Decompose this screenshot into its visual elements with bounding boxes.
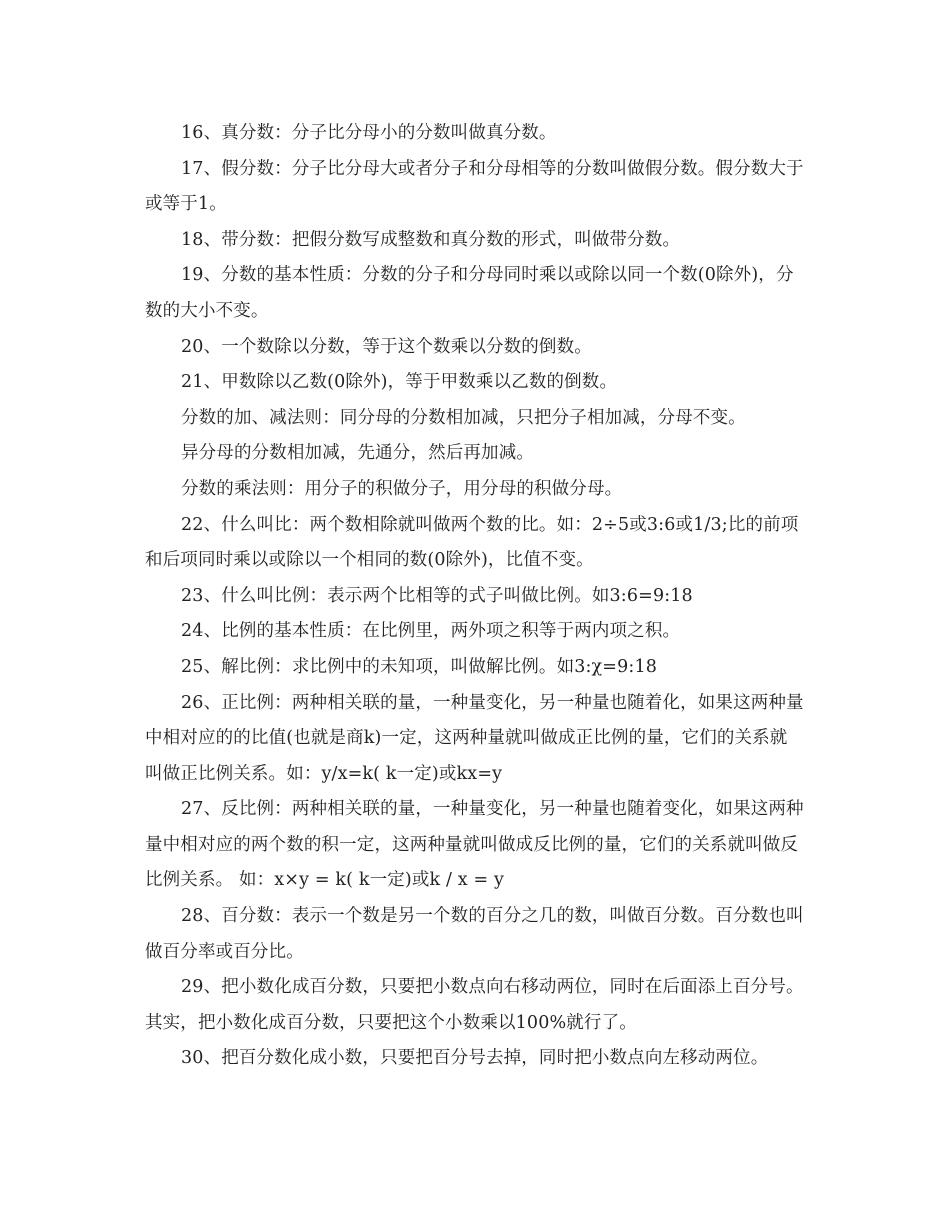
- paragraph-21-divide-numbers: 21、甲数除以乙数(0除外)，等于甲数乘以乙数的倒数。: [181, 372, 618, 393]
- paragraph-24-proportion-property: 24、比例的基本性质：在比例里，两外项之积等于两内项之积。: [181, 621, 681, 642]
- paragraph-18-mixed-number: 18、带分数：把假分数写成整数和真分数的形式，叫做带分数。: [181, 229, 681, 250]
- paragraph-16-proper-fraction: 16、真分数：分子比分母小的分数叫做真分数。: [181, 123, 557, 143]
- paragraph-fraction-add-subtract-rule: 分数的加、减法则：同分母的分数相加减，只把分子相加减，分母不变。: [181, 407, 746, 428]
- paragraph-22-ratio: 22、什么叫比：两个数相除就叫做两个数的比。如：2÷5或3:6或1/3;比的前项和后项同时乘以或除以一个相同的数(0除外)，比值不变。: [145, 514, 799, 571]
- paragraph-29-decimal-to-percent: 29、把小数化成百分数，只要把小数点向右移动两位，同时在后面添上百分号。其实，把小数化成百分数，只要把这个小数乘以100%就行了。: [145, 977, 804, 1033]
- document-body: [145, 116, 805, 1077]
- paragraph-19-fraction-basic-property: 19、分数的基本性质：分数的分子和分母同时乘以或除以同一个数(0除外)，分数的大小不变。: [145, 265, 794, 321]
- paragraph-20-divide-by-fraction: 20、一个数除以分数，等于这个数乘以分数的倒数。: [181, 336, 592, 357]
- paragraph-26-direct-proportion: 26、正比例：两种相关联的量，一种量变化，另一种量也随着化，如果这两种量中相对应的的比值(也就是商k)一定，这两种量就叫做成正比例的量，它们的关系就叫做正比例关系。如：y/x=k( k一定)或kx=y: [145, 692, 804, 784]
- paragraph-unlike-denominators: 异分母的分数相加减，先通分，然后再加减。: [181, 443, 534, 464]
- paragraph-27-inverse-proportion: 27、反比例：两种相关联的量，一种量变化，另一种量也随着变化，如果这两种量中相对应的两个数的积一定，这两种量就叫做成反比例的量，它们的关系就叫做反比例关系。 如：x×y = k( k一定)或k / x = y: [145, 799, 804, 891]
- paragraph-30-percent-to-decimal: 30、把百分数化成小数，只要把百分号去掉，同时把小数点向左移动两位。: [181, 1048, 769, 1069]
- paragraph-23-proportion: 23、什么叫比例：表示两个比相等的式子叫做比例。如3:6=9:18: [181, 585, 693, 606]
- paragraph-25-solve-proportion: 25、解比例：求比例中的未知项，叫做解比例。如3:χ=9:18: [181, 656, 658, 677]
- paragraph-fraction-multiply-rule: 分数的乘法则：用分子的积做分子，用分母的积做分母。: [181, 478, 623, 499]
- paragraph-17-improper-fraction: 17、假分数：分子比分母大或者分子和分母相等的分数叫做假分数。假分数大于或等于1。: [145, 158, 804, 215]
- paragraph-28-percentage: 28、百分数：表示一个数是另一个数的百分之几的数，叫做百分数。百分数也叫做百分率或百分比。: [145, 906, 804, 962]
